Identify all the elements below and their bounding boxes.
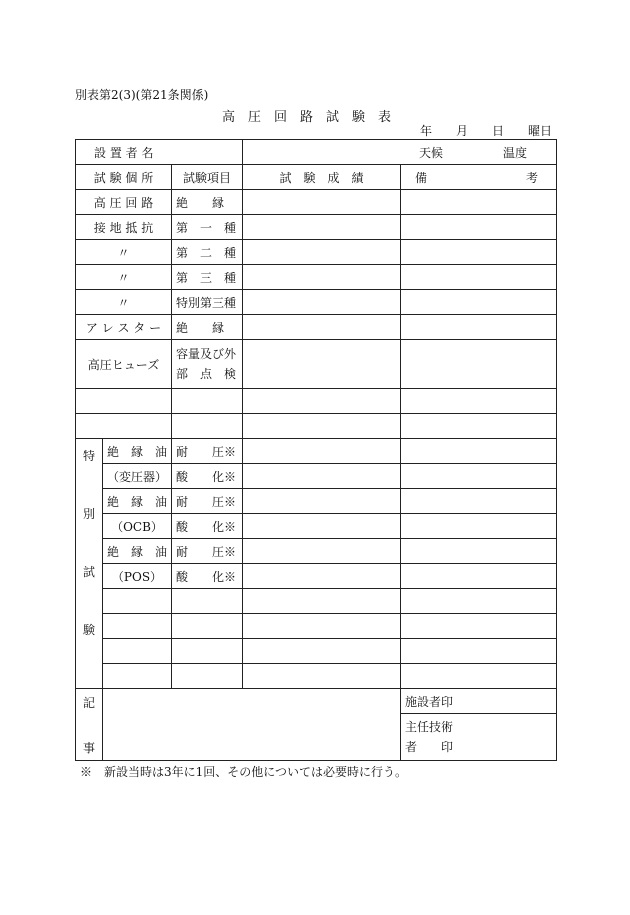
header-remarks: 備 考 <box>401 165 557 190</box>
special-row <box>76 464 557 489</box>
special-row <box>76 539 557 564</box>
special-blank-row <box>76 639 557 664</box>
facility-seal: 施設者印 <box>401 689 557 714</box>
location-cell: 高圧ヒューズ <box>76 340 172 389</box>
item-cell: 特別第三種 <box>172 290 243 315</box>
oil-name: 絶 縁 油 <box>103 539 172 564</box>
item-cell: 耐 圧※ <box>172 489 243 514</box>
special-row <box>76 489 557 514</box>
location-cell: 〃 <box>76 265 172 290</box>
test-table <box>75 139 557 761</box>
form-title: 高 圧 回 路 試 験 表 <box>222 110 392 125</box>
header-row <box>76 165 557 190</box>
header-result: 試 験 成 績 <box>243 165 401 190</box>
location-cell: 〃 <box>76 290 172 315</box>
table-row <box>76 315 557 340</box>
item-cell: 酸 化※ <box>172 464 243 489</box>
special-blank-row <box>76 664 557 689</box>
date-line: 年 月 日 曜日 <box>420 124 553 138</box>
item-cell: 第 一 種 <box>172 215 243 240</box>
notes-row <box>76 689 557 714</box>
oil-sub: （OCB） <box>103 514 172 539</box>
header-location: 試 験 個 所 <box>76 165 172 190</box>
item-cell: 第 二 種 <box>172 240 243 265</box>
special-row <box>76 564 557 589</box>
special-row <box>76 514 557 539</box>
item-cell: 絶 縁 <box>172 315 243 340</box>
item-cell: 絶 縁 <box>172 190 243 215</box>
table-row <box>76 265 557 290</box>
weather-temperature-cell <box>243 140 557 165</box>
header-item: 試験項目 <box>172 165 243 190</box>
location-cell: ア レ ス タ ー <box>76 315 172 340</box>
special-blank-row <box>76 614 557 639</box>
special-blank-row <box>76 589 557 614</box>
item-cell: 耐 圧※ <box>172 439 243 464</box>
location-cell: 接 地 抵 抗 <box>76 215 172 240</box>
special-test-label: 特 別 試 験 <box>76 439 103 689</box>
item-cell: 耐 圧※ <box>172 539 243 564</box>
special-row <box>76 439 557 464</box>
oil-name: 絶 縁 油 <box>103 439 172 464</box>
item-cell: 酸 化※ <box>172 514 243 539</box>
engineer-seal: 主任技術 者 印 <box>401 714 557 761</box>
location-cell: 〃 <box>76 240 172 265</box>
footnote: ※ 新設当時は3年に1回、その他については必要時に行う。 <box>80 765 408 779</box>
table-row <box>76 190 557 215</box>
temperature-label: 温度 <box>503 145 528 160</box>
blank-row <box>76 414 557 439</box>
notes-label: 記 事 <box>76 689 103 761</box>
weather-label: 天候 <box>418 145 443 160</box>
table-row <box>76 340 557 389</box>
oil-sub: （POS） <box>103 564 172 589</box>
table-row <box>76 240 557 265</box>
installer-label: 設 置 者 名 <box>76 140 243 165</box>
oil-sub: （変圧器） <box>103 464 172 489</box>
item-cell: 酸 化※ <box>172 564 243 589</box>
installer-row <box>76 140 557 165</box>
table-row <box>76 215 557 240</box>
oil-name: 絶 縁 油 <box>103 489 172 514</box>
item-cell: 容量及び外 部 点 検 <box>172 340 243 389</box>
item-cell: 第 三 種 <box>172 265 243 290</box>
appendix-reference: 別表第2(3)(第21条関係) <box>75 88 209 102</box>
blank-row <box>76 389 557 414</box>
notes-area <box>103 689 401 761</box>
table-row <box>76 290 557 315</box>
location-cell: 高 圧 回 路 <box>76 190 172 215</box>
